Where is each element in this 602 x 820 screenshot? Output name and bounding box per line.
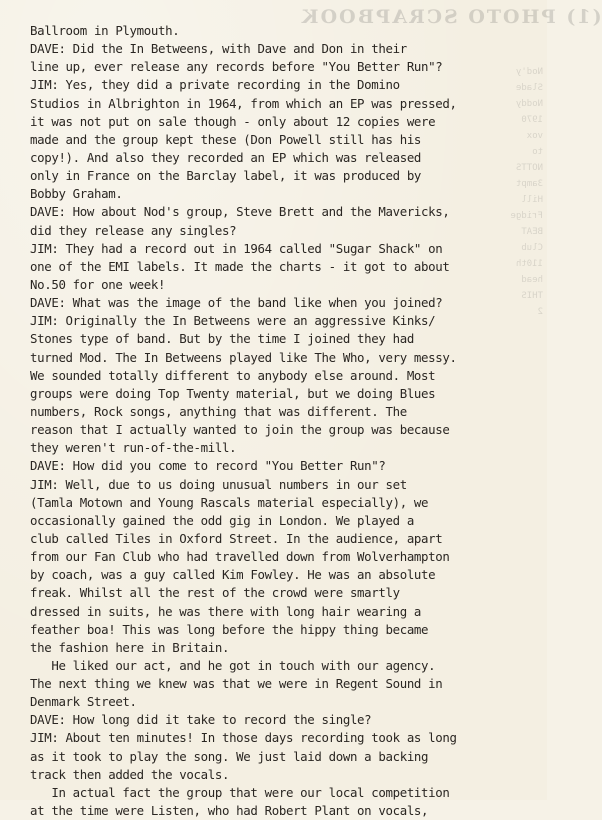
interview-text: [30, 22, 535, 820]
text-line: did they release any singles?: [30, 222, 237, 238]
text-line: turned Mod. The In Betweens played like The Who, very messy.: [30, 349, 457, 365]
text-line: they weren't run-of-the-mill.: [30, 440, 237, 456]
text-line: DAVE: How did you come to record "You Better Run"?: [30, 458, 386, 474]
text-line: from our Fan Club who had travelled down from Wolverhampton: [30, 549, 450, 565]
text-line: as it took to play the song. We just laid down a backing: [30, 748, 429, 764]
bleed-through-side-text: Nod'y Slade Noddy 1970 vox to NOTTS 3ampt Hill Fridge BEAT Club 110th head THIS 2: [510, 67, 543, 317]
text-line: Ballroom in Plymouth.: [30, 23, 180, 38]
text-line: The next thing we knew was that we were in Regent Sound in: [30, 676, 443, 692]
text-line: reason that I actually wanted to join the group was because: [30, 422, 450, 438]
text-line: Stones type of band. But by the time I joined they had: [30, 331, 414, 347]
text-line: (Tamla Motown and Young Rascals material especially), we: [30, 494, 429, 510]
text-line: club called Tiles in Oxford Street. In the audience, apart: [30, 530, 443, 546]
text-line: only in France on the Barclay label, it was produced by: [30, 168, 422, 184]
text-line: at the time were Listen, who had Robert Plant on vocals,: [30, 803, 429, 819]
text-line: made and the group kept these (Don Powell still has his: [30, 131, 422, 147]
text-line: occasionally gained the odd gig in London. We played a: [30, 512, 414, 528]
text-line: Studios in Albrighton in 1964, from which an EP was pressed,: [30, 95, 457, 111]
text-line: DAVE: How about Nod's group, Steve Brett and the Mavericks,: [30, 204, 450, 220]
text-line: JIM: Yes, they did a private recording in the Domino: [30, 77, 400, 93]
text-line: JIM: Originally the In Betweens were an aggressive Kinks/: [30, 313, 436, 329]
text-line: groups were doing Top Twenty material, but we doing Blues: [30, 385, 436, 401]
text-line: JIM: About ten minutes! In those days recording took as long: [30, 730, 457, 746]
text-line: Bobby Graham.: [30, 186, 123, 202]
text-line: DAVE: Did the In Betweens, with Dave and Don in their: [30, 41, 407, 57]
text-line: Denmark Street.: [30, 694, 137, 710]
text-line: track then added the vocals.: [30, 766, 230, 782]
text-line: DAVE: How long did it take to record the single?: [30, 712, 372, 728]
text-line: line up, ever release any records before "You Better Run"?: [30, 59, 443, 75]
text-line: No.50 for one week!: [30, 276, 166, 292]
text-line: In actual fact the group that were our local competition: [30, 784, 450, 800]
text-line: JIM: Well, due to us doing unusual numbers in our set: [30, 476, 407, 492]
text-line: He liked our act, and he got in touch with our agency.: [30, 657, 436, 673]
text-line: freak. Whilst all the rest of the crowd were smartly: [30, 585, 400, 601]
text-line: it was not put on sale though - only about 12 copies were: [30, 113, 436, 129]
text-line: dressed in suits, he was there with long hair wearing a: [30, 603, 422, 619]
text-line: the fashion here in Britain.: [30, 639, 230, 655]
text-line: by coach, was a guy called Kim Fowley. He was an absolute: [30, 567, 436, 583]
text-line: copy!). And also they recorded an EP which was released: [30, 149, 422, 165]
text-line: one of the EMI labels. It made the charts - it got to about: [30, 258, 450, 274]
text-line: JIM: They had a record out in 1964 called "Sugar Shack" on: [30, 240, 443, 256]
text-line: DAVE: What was the image of the band like when you joined?: [30, 295, 443, 311]
text-line: We sounded totally different to anybody else around. Most: [30, 367, 436, 383]
text-line: feather boa! This was long before the hippy thing became: [30, 621, 429, 637]
bleed-through-header: (1) PHOTO SCRAPBOOK: [300, 6, 602, 28]
text-line: numbers, Rock songs, anything that was different. The: [30, 403, 407, 419]
